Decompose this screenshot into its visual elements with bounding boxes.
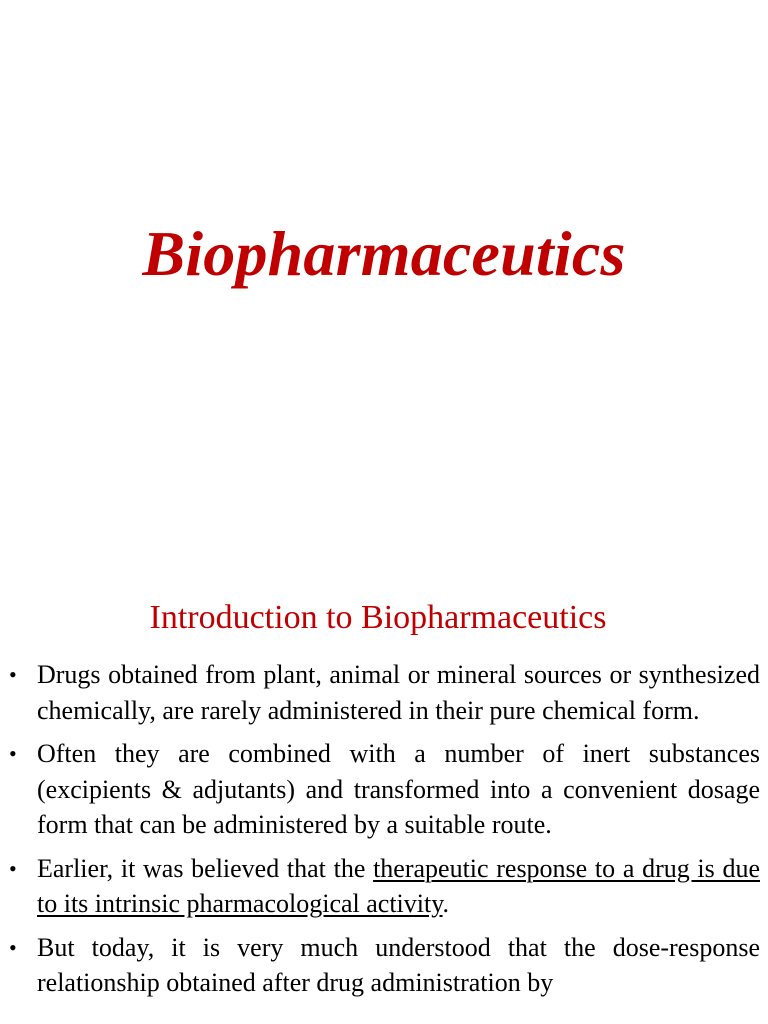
bullet-item-dose-response bbox=[0, 930, 768, 1001]
bullet-text: Drugs obtained from plant, animal or mineral sources or synthesized chemically, are rarely administered in their pure chemical form. bbox=[37, 660, 760, 725]
bullet-item-drugs-sources bbox=[0, 657, 768, 728]
bullet-text-underlined: therapeutic response to a drug is due to its intrinsic pharmacological activity bbox=[37, 853, 760, 918]
bullet-dot-icon: • bbox=[9, 855, 17, 881]
bullet-list bbox=[0, 657, 768, 1009]
bullet-text: But today, it is very much understood that the dose-response relationship obtained after drug administration by bbox=[37, 932, 760, 997]
bullet-text-after: . bbox=[442, 889, 450, 918]
bullet-dot-icon: • bbox=[9, 934, 17, 960]
bullet-dot-icon: • bbox=[9, 662, 17, 687]
bullet-dot-icon: • bbox=[9, 741, 17, 766]
bullet-text: Often they are combined with a number of inert substances (excipients & adjutants) and transformed into a convenient dosage form that can be administered by a suitable route. bbox=[37, 739, 760, 839]
section-heading: Introduction to Biopharmaceutics bbox=[149, 599, 607, 636]
bullet-text-before: Earlier, it was believed that the bbox=[37, 853, 374, 883]
slide-title: Biopharmaceutics bbox=[142, 218, 626, 289]
bullet-item-inert-substances bbox=[0, 736, 768, 843]
bullet-item-earlier-belief bbox=[0, 851, 768, 922]
